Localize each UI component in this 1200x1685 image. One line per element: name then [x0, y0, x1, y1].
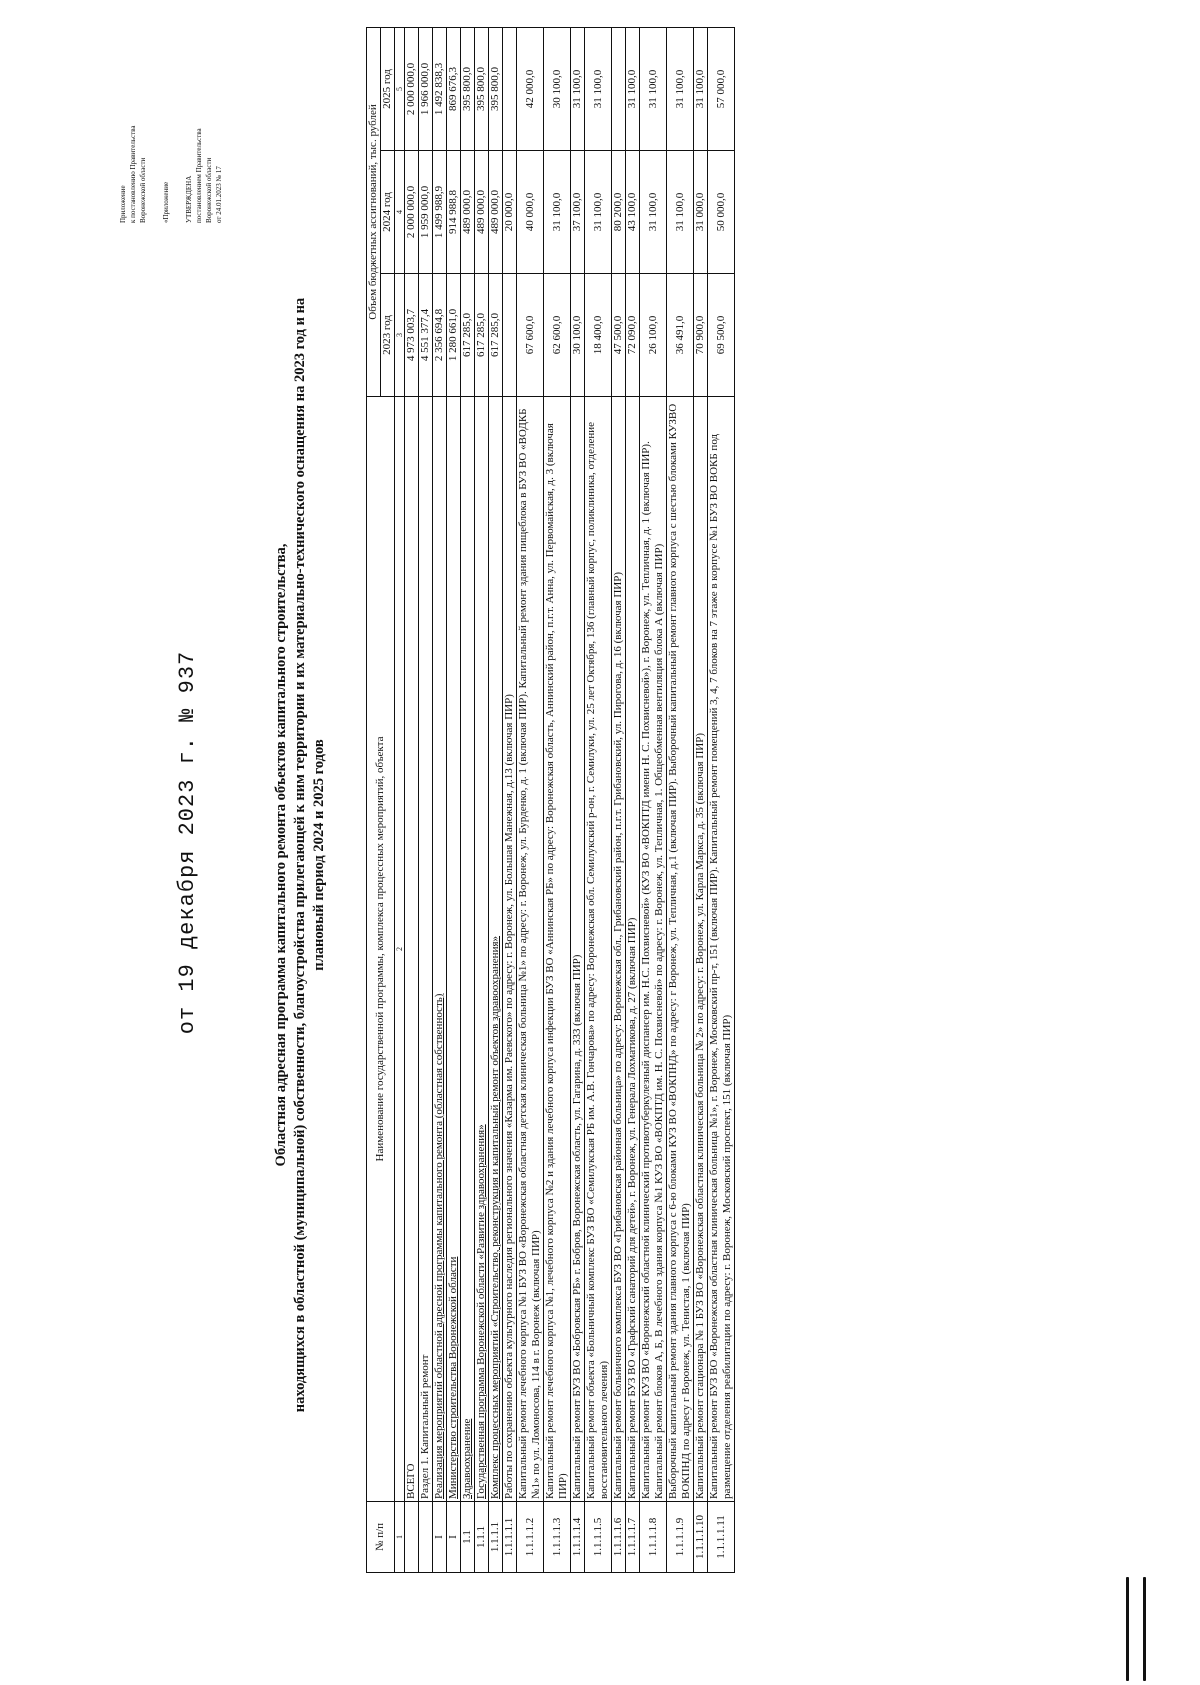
row-name: Выборочный капитальный ремонт здания главного корпуса с 6-ю блоками КУЗ ВО «ВОКПНД» по адресу: г Воронеж, ул. Тепличная, д.1 (включая ПИР). Выборочный капитальный ремонт главного корпуса с шестью блоками КУЗВО ВОКПНД по адресу г Воронеж, ул. Тенистая, 1 (включая ПИР) [667, 397, 694, 1502]
table-row [640, 27, 667, 1572]
table-row [475, 27, 489, 1572]
title-line: находящихся в областной (муниципальной) собственности, благоустройства прилегающей к ним территории и их материально-технического оснащения на 2023 год и на [292, 297, 308, 1413]
value-2025: 31 100,0 [585, 27, 612, 150]
row-number: 1.1.1.1.5 [585, 1502, 612, 1573]
value-2025: 31 100,0 [571, 27, 585, 150]
row-name: Капитальный ремонт БУЗ ВО «Бобровская РБ» г. Бобров, Воронежская область, ул. Гагарина, д. 333 (включая ПИР) [571, 397, 585, 1502]
row-name: Раздел 1. Капитальный ремонт [419, 397, 433, 1502]
value-2024: 50 000,0 [708, 151, 735, 274]
column-number: 3 [395, 274, 405, 397]
table-row [419, 27, 433, 1572]
value-2024: 40 000,0 [517, 151, 544, 274]
row-name: Государственная программа Воронежской области «Развитие здравоохранения» [475, 397, 489, 1502]
value-2025: 395 800,0 [475, 27, 489, 150]
table-row [667, 27, 694, 1572]
table-row [489, 27, 503, 1572]
row-number: 1.1.1.1.10 [694, 1502, 708, 1573]
value-2023 [503, 274, 517, 397]
row-name: Капитальный ремонт БУЗ ВО «Графский санаторий для детей», г. Воронеж, ул. Генерала Лохматикова, д. 27 (включая ПИР) [626, 397, 640, 1502]
value-2023: 617 285,0 [475, 274, 489, 397]
value-2023: 4 973 003,7 [405, 274, 419, 397]
table-row [694, 27, 708, 1572]
row-name: Капитальный ремонт объекта «Больничный комплекс БУЗ ВО «Семилукская РБ им. А.В. Гончарова» по адресу: Воронежская обл. Семилукский р-он, г. Семилуки, ул. 25 лет Октября, 136 (главный корпус, поликлиника, отделение восстановительного лечения) [585, 397, 612, 1502]
row-name: Министерство строительства Воронежской области [447, 397, 461, 1502]
value-2023: 36 491,0 [667, 274, 694, 397]
value-2023: 2 356 694,8 [433, 274, 447, 397]
row-number: 1.1.1.1.6 [612, 1502, 626, 1573]
row-number: 1.1.1.1.3 [544, 1502, 571, 1573]
value-2025: 31 100,0 [667, 27, 694, 150]
row-number: 1.1.1.1.11 [708, 1502, 735, 1573]
row-number: 1.1.1.1 [489, 1502, 503, 1573]
value-2023: 30 100,0 [571, 274, 585, 397]
margin-mark [1143, 1577, 1146, 1681]
value-2023: 617 285,0 [489, 274, 503, 397]
value-2025: 31 100,0 [626, 27, 640, 150]
value-2025: 869 676,3 [447, 27, 461, 150]
row-name: Здравоохранение [461, 397, 475, 1502]
row-number: 1.1 [461, 1502, 475, 1573]
value-2024: 31 100,0 [544, 151, 571, 274]
table-row [544, 27, 571, 1572]
value-2025: 395 800,0 [461, 27, 475, 150]
row-number: 1.1.1 [475, 1502, 489, 1573]
value-2023: 69 500,0 [708, 274, 735, 397]
margin-mark [1126, 1577, 1129, 1681]
value-2024: 43 100,0 [626, 151, 640, 274]
value-2024: 31 100,0 [640, 151, 667, 274]
row-number [419, 1502, 433, 1573]
approval-line: «Приложение [162, 181, 170, 223]
value-2025: 42 000,0 [517, 27, 544, 150]
value-2024: 31 100,0 [585, 151, 612, 274]
approval-line: к постановлению Правительства [129, 125, 137, 223]
value-2023: 67 600,0 [517, 274, 544, 397]
table-row [571, 27, 585, 1572]
table-row [503, 27, 517, 1572]
value-2025 [503, 27, 517, 150]
value-2024: 1 499 988,9 [433, 151, 447, 274]
row-name: ВСЕГО [405, 397, 419, 1502]
column-number: 2 [395, 397, 405, 1502]
approval-line: постановлением Правительства [195, 128, 203, 223]
title-line: Областная адресная программа капитального ремонта объектов капитального строительства, [273, 543, 289, 1167]
header-name: Наименование государственной программы, комплекса процессных мероприятий, объекта [367, 397, 395, 1502]
header-2023: 2023 год [381, 274, 395, 397]
table-body [405, 27, 735, 1572]
row-number: 1.1.1.1.1 [503, 1502, 517, 1573]
value-2023: 62 600,0 [544, 274, 571, 397]
row-name: Капитальный ремонт БУЗ ВО «Воронежская областная клиническая больница №1», г. Воронеж, Московский пр-т, 151 (включая ПИР). Капитальный ремонт помещений 3, 4, 7 блоков на 7 этаже в корпусе №1 БУЗ ВО ВОКБ под размещение отделения реабилитации по адресу: г. Воронеж, Московский проспект, 151 (включая ПИР) [708, 397, 735, 1502]
value-2024: 31 100,0 [667, 151, 694, 274]
value-2023: 70 900,0 [694, 274, 708, 397]
row-number: I [433, 1502, 447, 1573]
table-row [433, 27, 447, 1572]
table-row [517, 27, 544, 1572]
title-line: плановый период 2024 и 2025 годов [311, 739, 327, 971]
row-name: Комплекс процессных мероприятий «Строительство, реконструкция и капитальный ремонт объектов здравоохранения» [489, 397, 503, 1502]
column-number: 1 [395, 1502, 405, 1573]
row-name: Капитальный ремонт КУЗ ВО «Воронежский областной клинический противотуберкулезный диспансер им. Н.С. Похвисневой» (КУЗ ВО «ВОКПТД имени Н. С. Похвисневой»), г. Воронеж, ул. Тепличная, д. 1 (включая ПИР). Капитальный ремонт блоков А, Б, В лечебного здания корпуса №1 КУЗ ВО «ВОКПТД им. Н. С. Похвисневой» по адресу: г. Воронеж, ул. Тепличная, 1. Общеобменная вентиляция блока А (включая ПИР) [640, 397, 667, 1502]
approval-line: Воронежской области [139, 157, 147, 223]
value-2024: 489 000,0 [489, 151, 503, 274]
row-name: Капитальный ремонт лечебного корпуса №1, лечебного корпуса №2 и здания лечебного корпуса инфекции БУЗ ВО «Аннинская РБ» по адресу: Воронежская область, Аннинский район, п.г.т. Анна, ул. Первомайская, д. 3 (включая ПИР) [544, 397, 571, 1502]
row-number: 1.1.1.1.7 [626, 1502, 640, 1573]
document-title [272, 175, 329, 1535]
decree-date-stamp: от 19 декабря 2023 г. № 937 [175, 650, 200, 1035]
value-2023: 1 280 661,0 [447, 274, 461, 397]
row-number [405, 1502, 419, 1573]
table-row [447, 27, 461, 1572]
value-2023: 72 090,0 [626, 274, 640, 397]
row-name: Капитальный ремонт стационара № 1 БУЗ ВО «Воронежская областная клиническая больница № 2» по адресу: г. Воронеж, ул. Карла Маркса, д. 35 (включая ПИР) [694, 397, 708, 1502]
value-2025: 2 000 000,0 [405, 27, 419, 150]
value-2025 [612, 27, 626, 150]
value-2025: 57 000,0 [708, 27, 735, 150]
table-row [612, 27, 626, 1572]
row-name: Капитальный ремонт лечебного корпуса №1 БУЗ ВО «Воронежская областная детская клиническая больница №1» по адресу: г. Воронеж, ул. Бурденко, д. 1 (включая ПИР). Капитальный ремонт здания пищеблока в БУЗ ВО «ВОДКБ №1» по ул. Ломоносова, 114 в г. Воронеж (включая ПИР) [517, 397, 544, 1502]
value-2024: 37 100,0 [571, 151, 585, 274]
approval-line: от 24.01.2023 № 17 [215, 166, 223, 223]
row-number: 1.1.1.1.9 [667, 1502, 694, 1573]
row-number: 1.1.1.1.2 [517, 1502, 544, 1573]
value-2025: 31 100,0 [640, 27, 667, 150]
value-2025: 395 800,0 [489, 27, 503, 150]
header-2024: 2024 год [381, 151, 395, 274]
header-2025: 2025 год [381, 27, 395, 150]
table-row [585, 27, 612, 1572]
row-name: Капитальный ремонт больничного комплекса БУЗ ВО «Грибановская районная больница» по адресу: Воронежская обл., Грибановский район, п.г.т. Грибановский, ул. Пирогова, д. 16 (включая ПИР) [612, 397, 626, 1502]
table-row [708, 27, 735, 1572]
value-2024: 80 200,0 [612, 151, 626, 274]
header-num: № п/п [367, 1502, 395, 1573]
value-2023: 26 100,0 [640, 274, 667, 397]
approval-note [118, 23, 224, 223]
row-number: I [447, 1502, 461, 1573]
value-2024: 2 000 000,0 [405, 151, 419, 274]
value-2024: 489 000,0 [461, 151, 475, 274]
value-2025: 31 100,0 [694, 27, 708, 150]
table-row [626, 27, 640, 1572]
value-2024: 20 000,0 [503, 151, 517, 274]
column-number: 5 [395, 27, 405, 150]
approval-line: Воронежской области [205, 157, 213, 223]
table-row [405, 27, 419, 1572]
approval-line: УТВЕРЖДЕНА [185, 175, 193, 223]
row-number: 1.1.1.1.4 [571, 1502, 585, 1573]
value-2025: 1 492 838,3 [433, 27, 447, 150]
value-2023: 18 400,0 [585, 274, 612, 397]
row-number: 1.1.1.1.8 [640, 1502, 667, 1573]
program-table [366, 27, 735, 1573]
value-2025: 1 966 000,0 [419, 27, 433, 150]
approval-line: Приложение [119, 185, 127, 223]
value-2024: 489 000,0 [475, 151, 489, 274]
row-name: Реализация мероприятий областной адресной программы капитального ремонта (областная собственность) [433, 397, 447, 1502]
header-volume: Объем бюджетных ассигнований, тыс. рублей [367, 27, 381, 396]
value-2024: 914 988,8 [447, 151, 461, 274]
value-2023: 4 551 377,4 [419, 274, 433, 397]
value-2023: 47 500,0 [612, 274, 626, 397]
value-2025: 30 100,0 [544, 27, 571, 150]
table-row [461, 27, 475, 1572]
row-name: Работы по сохранению объекта культурного наследия регионального значения «Казарма им. Раевского» по адресу: г. Воронеж, ул. Большая Манежная, д.13 (включая ПИР) [503, 397, 517, 1502]
value-2024: 31 000,0 [694, 151, 708, 274]
column-number: 4 [395, 151, 405, 274]
value-2024: 1 959 000,0 [419, 151, 433, 274]
value-2023: 617 285,0 [461, 274, 475, 397]
